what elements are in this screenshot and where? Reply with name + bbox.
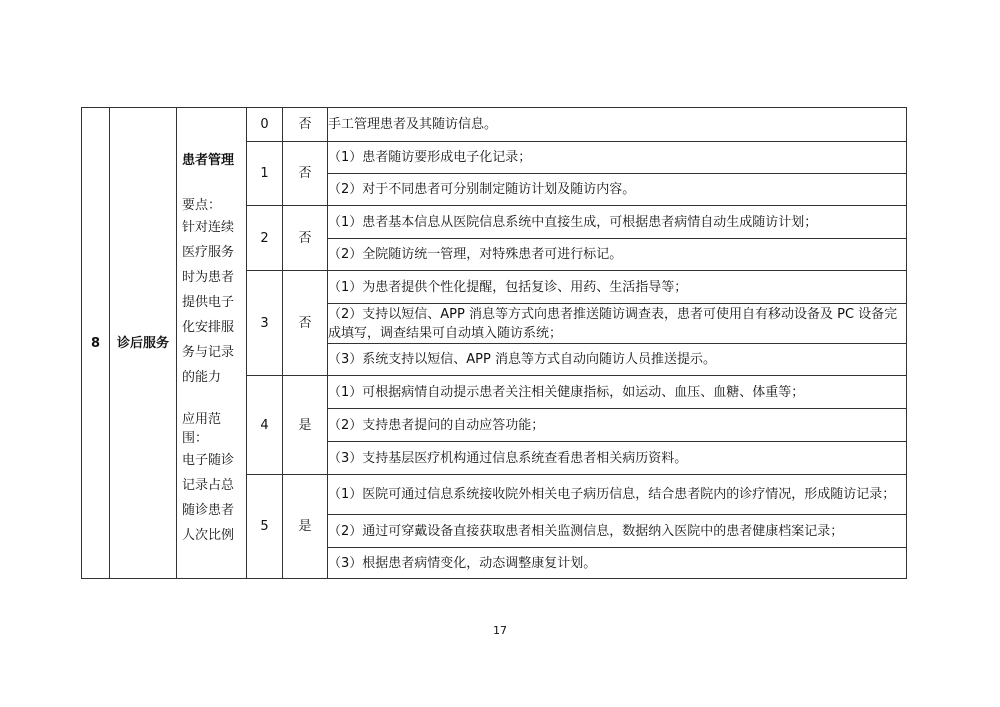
basic-flag: 否 [283,206,328,271]
level-number: 1 [247,142,283,206]
capability-cell [177,108,247,579]
evaluation-table [81,107,907,579]
scope-text: 电子随诊记录占总随诊患者人次比例 [182,452,235,543]
level-number: 2 [247,206,283,271]
requirement-text: 手工管理患者及其随访信息。 [328,108,907,142]
points-text: 针对连续医疗服务时为患者提供电子化安排服务与记录的能力 [182,219,235,385]
page-number: 17 [493,624,507,637]
basic-flag: 否 [283,108,328,142]
requirement-text: （3）根据患者病情变化，动态调整康复计划。 [328,548,907,579]
requirement-text: （1）患者基本信息从医院信息系统中直接生成，可根据患者病情自动生成随访计划； [328,206,907,239]
row-number: 8 [82,108,110,579]
requirement-text: （1）为患者提供个性化提醒，包括复诊、用药、生活指导等； [328,271,907,304]
level-number: 0 [247,108,283,142]
level-number: 4 [247,376,283,475]
requirement-text: （2）支持以短信、APP 消息等方式向患者推送随访调查表，患者可使用自有移动设备及 PC 设备完成填写，调查结果可自动填入随访系统； [328,304,907,344]
requirement-text: （1）患者随访要形成电子化记录； [328,142,907,174]
scope-label: 应用范围： [182,411,222,446]
basic-flag: 是 [283,376,328,475]
basic-flag: 否 [283,271,328,376]
requirement-text: （1）可根据病情自动提示患者关注相关健康指标，如运动、血压、血糖、体重等； [328,376,907,409]
requirement-text: （3）系统支持以短信、APP 消息等方式自动向随访人员推送提示。 [328,344,907,376]
requirement-text: （2）通过可穿戴设备直接获取患者相关监测信息，数据纳入医院中的患者健康档案记录； [328,515,907,548]
requirement-text: （2）对于不同患者可分别制定随访计划及随访内容。 [328,174,907,206]
category-cell: 诊后服务 [110,108,177,579]
basic-flag: 否 [283,142,328,206]
requirement-text: （2）全院随访统一管理，对特殊患者可进行标记。 [328,239,907,271]
points-label: 要点： [182,197,222,213]
requirement-text: （1）医院可通过信息系统接收院外相关电子病历信息，结合患者院内的诊疗情况，形成随访记录； [328,475,907,515]
level-number: 5 [247,475,283,579]
capability-title: 患者管理 [182,152,235,168]
level-row-0 [82,108,907,142]
basic-flag: 是 [283,475,328,579]
requirement-text: （3）支持基层医疗机构通过信息系统查看患者相关病历资料。 [328,442,907,475]
requirement-text: （2）支持患者提问的自动应答功能； [328,409,907,442]
level-number: 3 [247,271,283,376]
